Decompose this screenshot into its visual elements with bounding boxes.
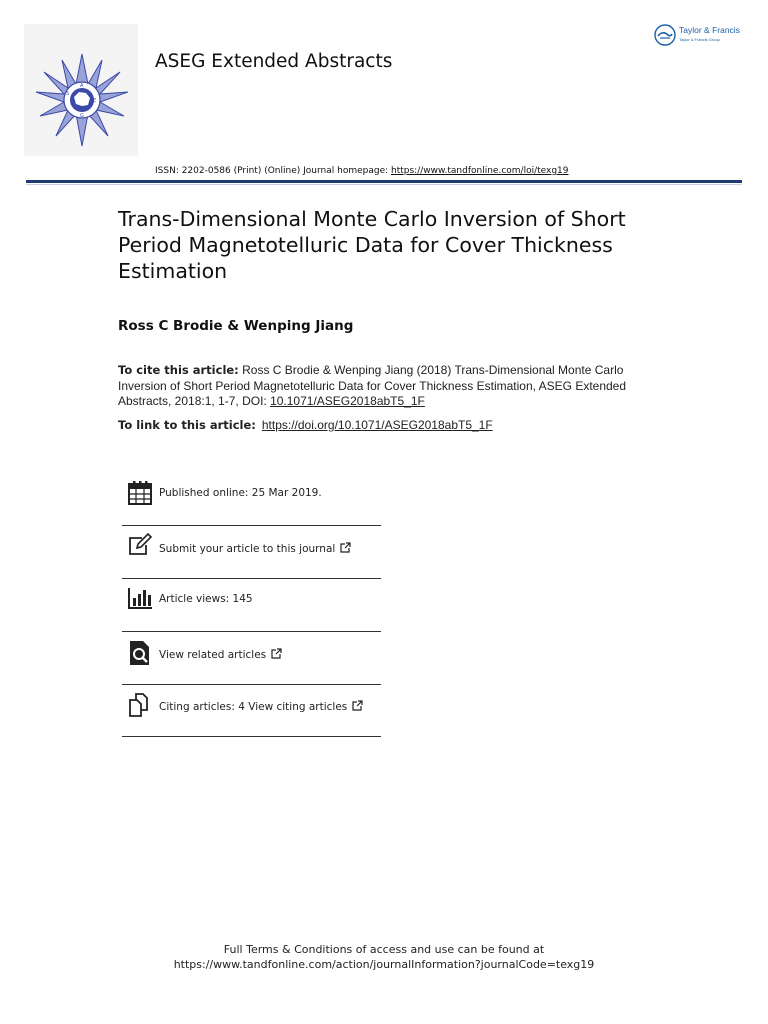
cite-label: To cite this article: bbox=[118, 363, 239, 377]
seal-letter-e: E bbox=[93, 98, 97, 104]
seal-letter-g: G bbox=[80, 113, 84, 119]
publisher-name: Taylor & Francis bbox=[679, 25, 740, 35]
cite-doi-link[interactable]: 10.1071/ASEG2018abT5_1F bbox=[270, 394, 425, 408]
article-authors: Ross C Brodie & Wenping Jiang bbox=[118, 318, 354, 334]
article-doi-link[interactable]: https://doi.org/10.1071/ASEG2018abT5_1F bbox=[261, 418, 493, 432]
external-link-icon bbox=[271, 648, 282, 659]
bar-chart-icon bbox=[127, 586, 153, 612]
footer-terms-url[interactable]: https://www.tandfonline.com/action/journalInformation?journalCode=texg19 bbox=[173, 958, 595, 971]
citing-articles-text: Citing articles: 4 View citing articles bbox=[159, 700, 363, 713]
seal-letter-a: A bbox=[80, 83, 84, 89]
divider bbox=[122, 736, 381, 737]
aseg-seal-logo bbox=[24, 24, 138, 156]
published-online-text: Published online: 25 Mar 2019. bbox=[159, 487, 322, 499]
footer-line-1: Full Terms & Conditions of access and use can be found at bbox=[223, 943, 545, 956]
divider bbox=[122, 684, 381, 685]
article-views-text: Article views: 145 bbox=[159, 593, 253, 605]
submit-article-text: Submit your article to this journal bbox=[159, 542, 351, 555]
citing-articles-icon bbox=[127, 692, 153, 718]
header-rule bbox=[26, 180, 742, 183]
article-views-item bbox=[122, 586, 381, 612]
issn-line bbox=[155, 166, 569, 176]
submit-article-link[interactable] bbox=[122, 533, 381, 559]
issn-text: ISSN: 2202-0586 (Print) (Online) Journal homepage: bbox=[155, 166, 391, 176]
publisher-emblem-icon bbox=[654, 24, 676, 46]
citation-block bbox=[118, 363, 648, 410]
link-label: To link to this article: bbox=[118, 418, 256, 432]
publisher-logo[interactable] bbox=[654, 22, 746, 48]
edit-icon bbox=[127, 533, 153, 559]
citing-articles-link[interactable] bbox=[122, 692, 381, 718]
related-articles-text: View related articles bbox=[159, 648, 282, 661]
divider bbox=[122, 578, 381, 579]
search-document-icon bbox=[127, 640, 153, 666]
header-rule-thin bbox=[26, 184, 742, 185]
divider bbox=[122, 631, 381, 632]
article-title: Trans-Dimensional Monte Carlo Inversion of Short Period Magnetotelluric Data for Cover Thickness Estimation bbox=[118, 207, 626, 283]
journal-name: ASEG Extended Abstracts bbox=[155, 51, 393, 72]
journal-homepage-link[interactable]: https://www.tandfonline.com/loi/texg19 bbox=[391, 166, 569, 176]
external-link-icon bbox=[340, 542, 351, 553]
calendar-icon bbox=[127, 480, 153, 506]
publisher-group: Taylor & Francis Group bbox=[679, 37, 720, 42]
seal-letter-s: S bbox=[66, 91, 70, 97]
cite-text: Ross C Brodie & Wenping Jiang (2018) Trans-Dimensional Monte Carlo Inversion of Short Period Magnetotelluric Data for Cover Thickness Estimation, ASEG Extended Abstracts, 2018:1, 1-7, DOI: bbox=[118, 363, 627, 408]
terms-footer bbox=[0, 942, 768, 972]
related-articles-link[interactable] bbox=[122, 640, 381, 666]
divider bbox=[122, 525, 381, 526]
external-link-icon bbox=[352, 700, 363, 711]
published-online-item bbox=[122, 480, 381, 506]
article-link-line bbox=[118, 418, 493, 432]
